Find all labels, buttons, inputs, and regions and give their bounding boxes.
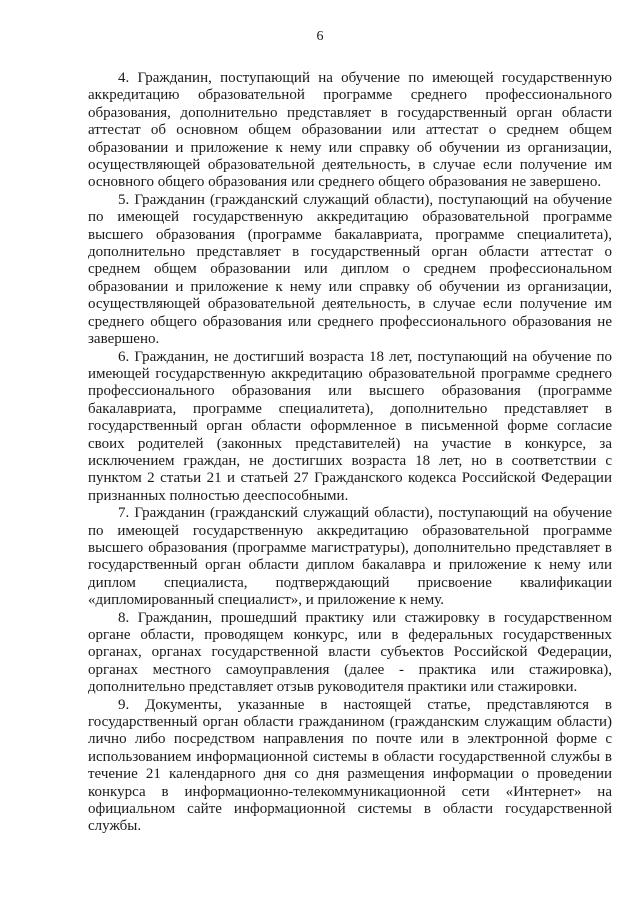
paragraph-5: 5. Гражданин (гражданский служащий области), поступающий на обучение по имеющей государственную аккредитацию образовательной программе высшего образования (программе бакалавриата, программе специалитета), дополнительно представляет в государственный орган области аттестат о среднем общем образовании или диплом о среднем профессиональном образовании и приложение к нему или справку об обучении из организации, осуществляющей образовательной деятельность, в случае если получение им среднего общего образования или среднего профессионального образования не завершено.: [88, 191, 612, 348]
page-number: 6: [316, 29, 324, 44]
paragraph-4: 4. Гражданин, поступающий на обучение по имеющей государственную аккредитацию образовательной программе среднего профессионального образования, дополнительно представляет в государственный орган области аттестат об основном общем образовании или аттестат о среднем общем образовании и приложение к нему или справку об обучении из организации, осуществляющей образовательной деятельность, в случае если получение им основного общего образования или среднего общего образования не завершено.: [88, 70, 612, 191]
paragraph-8: 8. Гражданин, прошедший практику или стажировку в государственном органе области, проводящем конкурс, или в федеральных государственных органах, органах государственной власти субъектов Российской Федерации, органах местного самоуправления (далее - практика или стажировка), дополнительно представляет отзыв руководителя практики или стажировки.: [88, 609, 612, 696]
paragraph-7: 7. Гражданин (гражданский служащий области), поступающий на обучение по имеющей государственную аккредитацию образовательной программе высшего образования (программе магистратуры), дополнительно представляет в государственный орган области диплом бакалавра и приложение к нему или диплом специалиста, подтверждающий присвоение квалификации «дипломированный специалист», и приложение к нему.: [88, 505, 612, 609]
paragraph-6: 6. Гражданин, не достигший возраста 18 лет, поступающий на обучение по имеющей государственную аккредитацию образовательной программе среднего профессионального образования или высшего образования (программе бакалавриата, программе специалитета), дополнительно представляет в государственный орган области оформленное в письменной форме согласие своих родителей (законных представителей) на участие в конкурсе, за исключением граждан, не достигших возраста 18 лет, но в соответствии с пунктом 2 статьи 21 и статьей 27 Гражданского кодекса Российской Федерации признанных полностью дееспособными.: [88, 348, 612, 504]
paragraph-9: 9. Документы, указанные в настоящей статье, представляются в государственный орган области гражданином (гражданским служащим области) лично либо посредством направления по почте или в электронной форме с использованием информационной системы в области государственной службы в течение 21 календарного дня со дня размещения информации о проведении конкурса в информационно-телекоммуникационной сети «Интернет» на официальном сайте информационной системы в области государственной службы.: [88, 696, 612, 835]
document-body: [88, 70, 612, 836]
